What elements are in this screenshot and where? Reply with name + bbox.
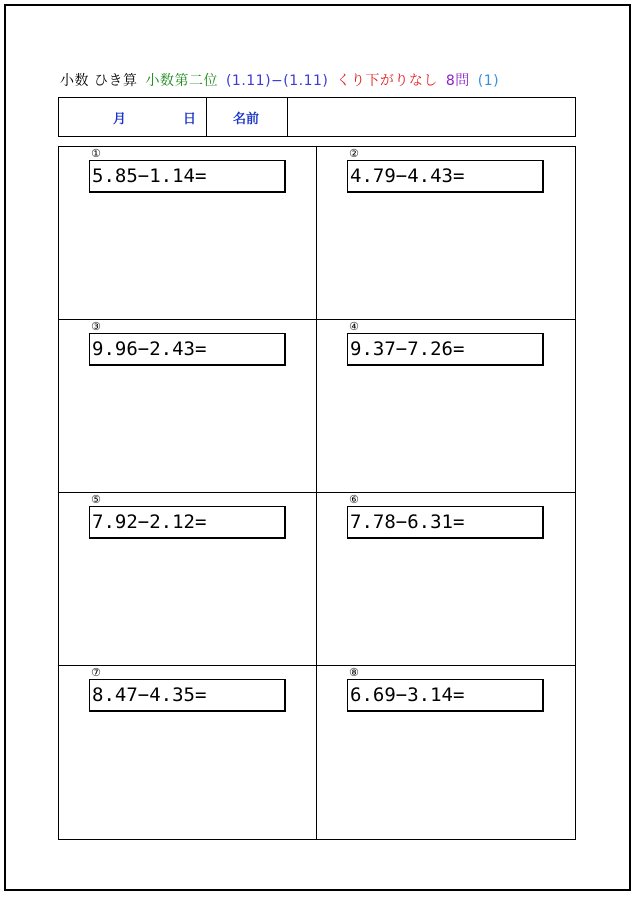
worksheet-title — [60, 70, 499, 90]
problem-cell — [59, 493, 317, 666]
problem-cell — [317, 320, 575, 493]
problem-number: ② — [349, 147, 359, 160]
problem-cell — [317, 666, 575, 839]
problem-number: ⑤ — [91, 493, 101, 506]
name-field[interactable] — [288, 98, 575, 136]
name-label-cell — [207, 98, 288, 136]
problem-number: ③ — [91, 320, 101, 333]
problem-cell — [317, 147, 575, 320]
problem-cell — [59, 147, 317, 320]
problem-expression: 5.85−1.14= — [89, 160, 286, 193]
problem-cell — [317, 493, 575, 666]
problem-expression: 6.69−3.14= — [347, 679, 544, 712]
title-number: (1) — [477, 73, 500, 89]
problem-expression: 8.47−4.35= — [89, 679, 286, 712]
header-box — [58, 97, 576, 137]
month-label: 月 — [113, 112, 127, 127]
title-count: 8問 — [445, 73, 470, 89]
problem-grid — [58, 146, 576, 840]
title-range: (1.11)−(1.11) — [225, 73, 329, 89]
name-label: 名前 — [233, 112, 260, 127]
problem-expression: 9.37−7.26= — [347, 333, 544, 366]
problem-cell — [59, 666, 317, 839]
problem-number: ④ — [349, 320, 359, 333]
problem-expression: 7.78−6.31= — [347, 506, 544, 539]
date-field[interactable] — [59, 98, 207, 136]
problem-number: ① — [91, 147, 101, 160]
title-level: 小数第二位 — [145, 73, 218, 89]
problem-number: ⑥ — [349, 493, 359, 506]
problem-number: ⑧ — [349, 666, 359, 679]
title-borrow: くり下がりなし — [336, 73, 438, 89]
problem-expression: 7.92−2.12= — [89, 506, 286, 539]
day-label: 日 — [183, 112, 197, 127]
title-main: 小数 ひき算 — [60, 73, 138, 89]
problem-cell — [59, 320, 317, 493]
problem-expression: 4.79−4.43= — [347, 160, 544, 193]
problem-expression: 9.96−2.43= — [89, 333, 286, 366]
problem-number: ⑦ — [91, 666, 101, 679]
